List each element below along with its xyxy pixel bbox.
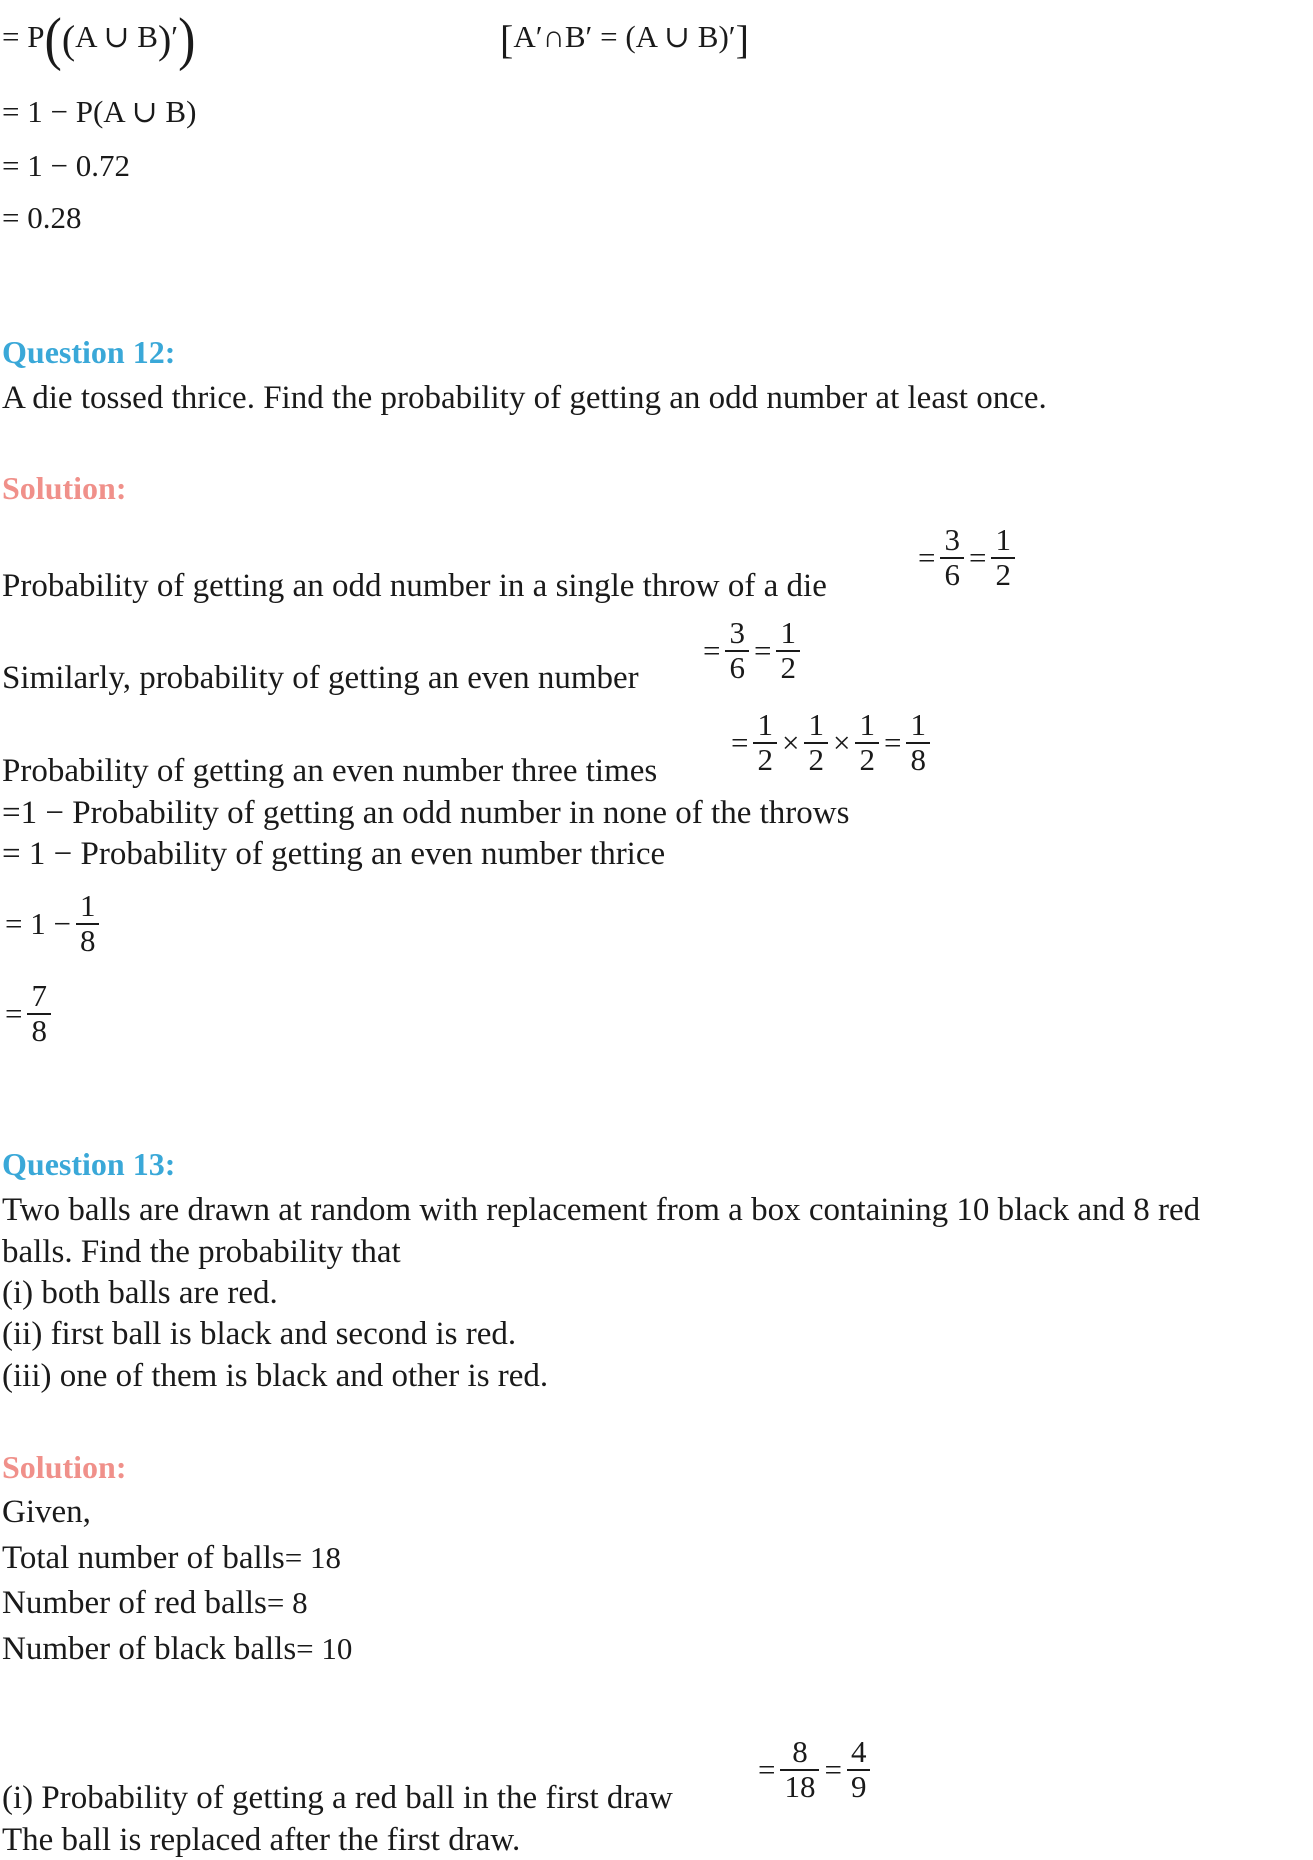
- total-balls: Total number of balls= 18: [2, 1540, 341, 1576]
- fraction: $\frac{1}{2}$: [804, 709, 828, 776]
- question-13-part-iii: (iii) one of them is black and other is red.: [2, 1358, 549, 1394]
- solution-13-heading: Solution:: [2, 1449, 127, 1485]
- q12-line-2-text: Similarly, probability of getting an even number: [2, 660, 639, 696]
- open-paren-icon: (: [44, 6, 62, 73]
- close-paren-icon: ): [178, 6, 196, 73]
- fraction: $\frac{1}{2}$: [753, 709, 777, 776]
- given-label: Given,: [2, 1494, 91, 1530]
- black-balls: Number of black balls= 10: [2, 1631, 353, 1667]
- prev-line-2: = 1 − P(A ∪ B): [2, 94, 197, 129]
- question-12-heading: Question 12:: [2, 334, 176, 370]
- fraction: $\frac{3}{6}$: [725, 617, 749, 684]
- q12-line-2-math: = $\frac{3}{6}$ = $\frac{1}{2}$: [700, 617, 802, 684]
- solution-12-heading: Solution:: [2, 470, 127, 506]
- prev-line-1-prime: ′: [171, 19, 179, 55]
- fraction: $\frac{1}{8}$: [906, 709, 930, 776]
- close-paren-icon: ): [157, 17, 172, 62]
- replacement-note: The ball is replaced after the first draw.: [2, 1822, 521, 1858]
- fraction: $\frac{7}{8}$: [27, 980, 51, 1047]
- fraction: $\frac{4}{9}$: [847, 1736, 871, 1803]
- q12-line-3-text: Probability of getting an even number three times: [2, 753, 658, 789]
- q12-line-6-math: = 1 − $\frac{1}{8}$: [2, 890, 101, 957]
- prev-line-1-inner: A ∪ B: [75, 19, 158, 55]
- q13-part-i-text: (i) Probability of getting a red ball in the first draw: [2, 1780, 673, 1816]
- prev-line-3: = 1 − 0.72: [2, 148, 130, 183]
- q12-line-1-math: = $\frac{3}{6}$ = $\frac{1}{2}$: [915, 524, 1017, 591]
- fraction: $\frac{1}{2}$: [855, 709, 879, 776]
- open-paren-icon: (: [61, 17, 76, 62]
- q12-line-5-text: = 1 − Probability of getting an even number thrice: [2, 836, 666, 872]
- fraction: $\frac{1}{2}$: [776, 617, 800, 684]
- prev-line-1-note: [500, 17, 749, 62]
- fraction: $\frac{1}{8}$: [76, 890, 100, 957]
- close-bracket-icon: ]: [735, 17, 749, 62]
- question-13-text-line-2: balls. Find the probability that: [2, 1234, 401, 1270]
- red-balls: Number of red balls= 8: [2, 1585, 308, 1621]
- question-13-part-ii: (ii) first ball is black and second is red.: [2, 1316, 517, 1352]
- question-13-text-line-1: Two balls are drawn at random with replacement from a box containing 10 black and 8 red: [2, 1192, 1201, 1228]
- q12-line-7-math: = $\frac{7}{8}$: [2, 980, 53, 1047]
- prev-line-1-left: = P: [2, 19, 45, 55]
- fraction: $\frac{8}{18}$: [780, 1736, 819, 1803]
- question-13-part-i: (i) both balls are red.: [2, 1275, 278, 1311]
- q12-line-1-text: Probability of getting an odd number in a single throw of a die: [2, 568, 827, 604]
- q12-line-3-math: = $\frac{1}{2}$ × $\frac{1}{2}$ × $\frac{1}{2}$ = $\frac{1}{8}$: [728, 709, 932, 776]
- q13-part-i-math: = $\frac{8}{18}$ = $\frac{4}{9}$: [755, 1736, 872, 1803]
- prev-line-4: = 0.28: [2, 200, 82, 235]
- question-13-heading: Question 13:: [2, 1146, 176, 1182]
- fraction: $\frac{1}{2}$: [991, 524, 1015, 591]
- fraction: $\frac{3}{6}$: [940, 524, 964, 591]
- prev-line-1: [2, 6, 196, 73]
- q12-line-4-text: =1 − Probability of getting an odd number in none of the throws: [2, 795, 850, 831]
- question-12-text: A die tossed thrice. Find the probability of getting an odd number at least once.: [2, 380, 1047, 416]
- prev-note-text: A′∩B′ = (A ∪ B)′: [513, 19, 736, 55]
- open-bracket-icon: [: [500, 17, 514, 62]
